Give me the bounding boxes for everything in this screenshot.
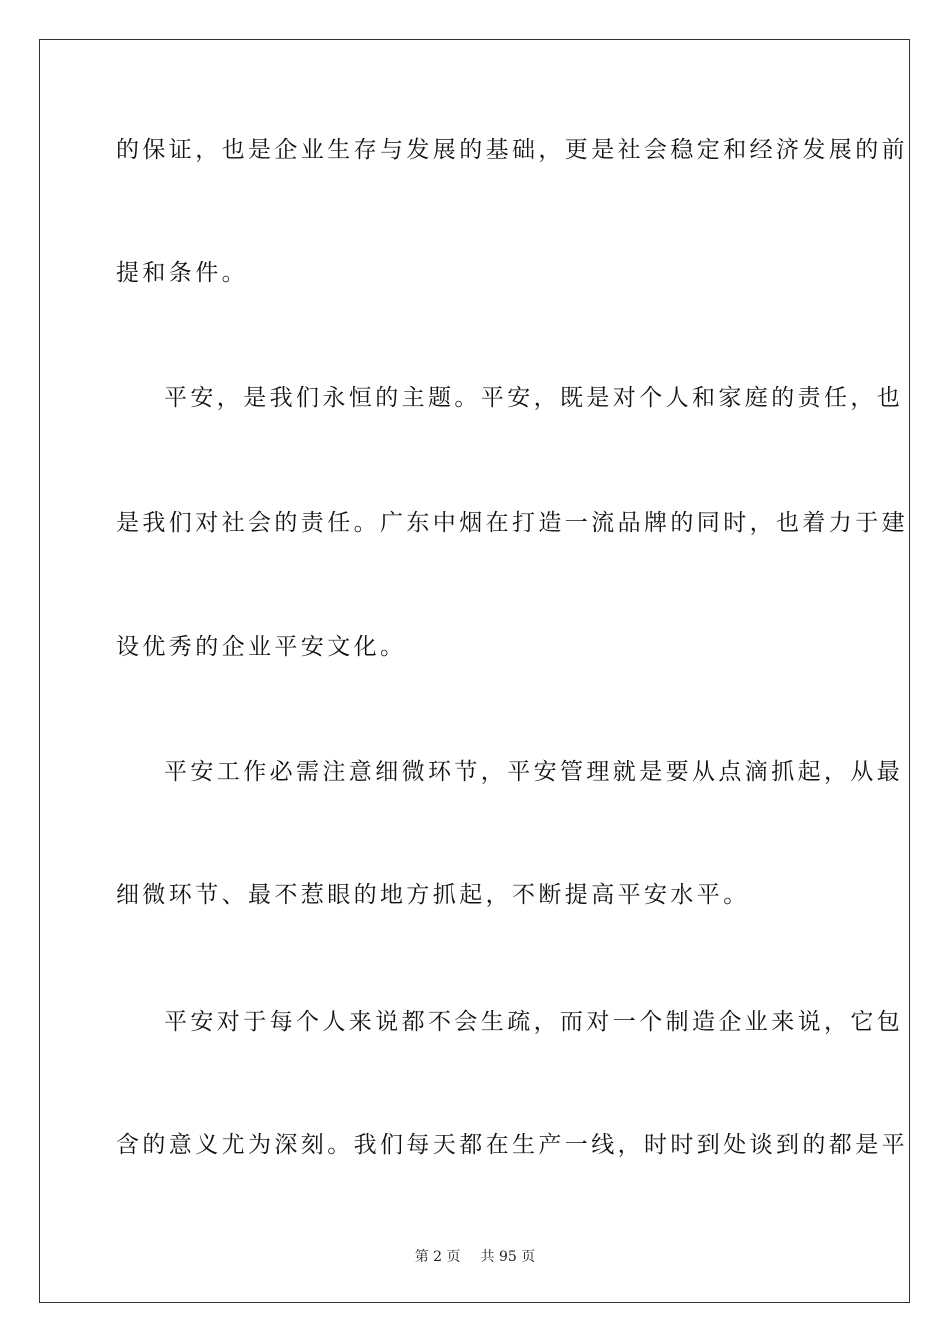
page-number: 第 2 页 xyxy=(414,1249,461,1265)
page-total: 共 95 页 xyxy=(480,1249,536,1265)
text-line: 含的意义尤为深刻。我们每天都在生产一线，时时到处谈到的都是平 xyxy=(116,1132,908,1158)
page-footer xyxy=(0,1248,950,1266)
paragraph-first-line: 平安，是我们永恒的主题。平安，既是对个人和家庭的责任，也 xyxy=(164,385,904,411)
text-line: 的保证，也是企业生存与发展的基础，更是社会稳定和经济发展的前 xyxy=(116,137,908,163)
text-line: 细微环节、最不惹眼的地方抓起，不断提高平安水平。 xyxy=(116,882,750,908)
paragraph-first-line: 平安对于每个人来说都不会生疏，而对一个制造企业来说，它包 xyxy=(164,1009,904,1035)
text-line: 是我们对社会的责任。广东中烟在打造一流品牌的同时，也着力于建 xyxy=(116,510,908,536)
page-border xyxy=(39,39,910,1303)
text-line: 提和条件。 xyxy=(116,260,248,286)
text-line: 设优秀的企业平安文化。 xyxy=(116,634,407,660)
paragraph-first-line: 平安工作必需注意细微环节，平安管理就是要从点滴抓起，从最 xyxy=(164,759,904,785)
